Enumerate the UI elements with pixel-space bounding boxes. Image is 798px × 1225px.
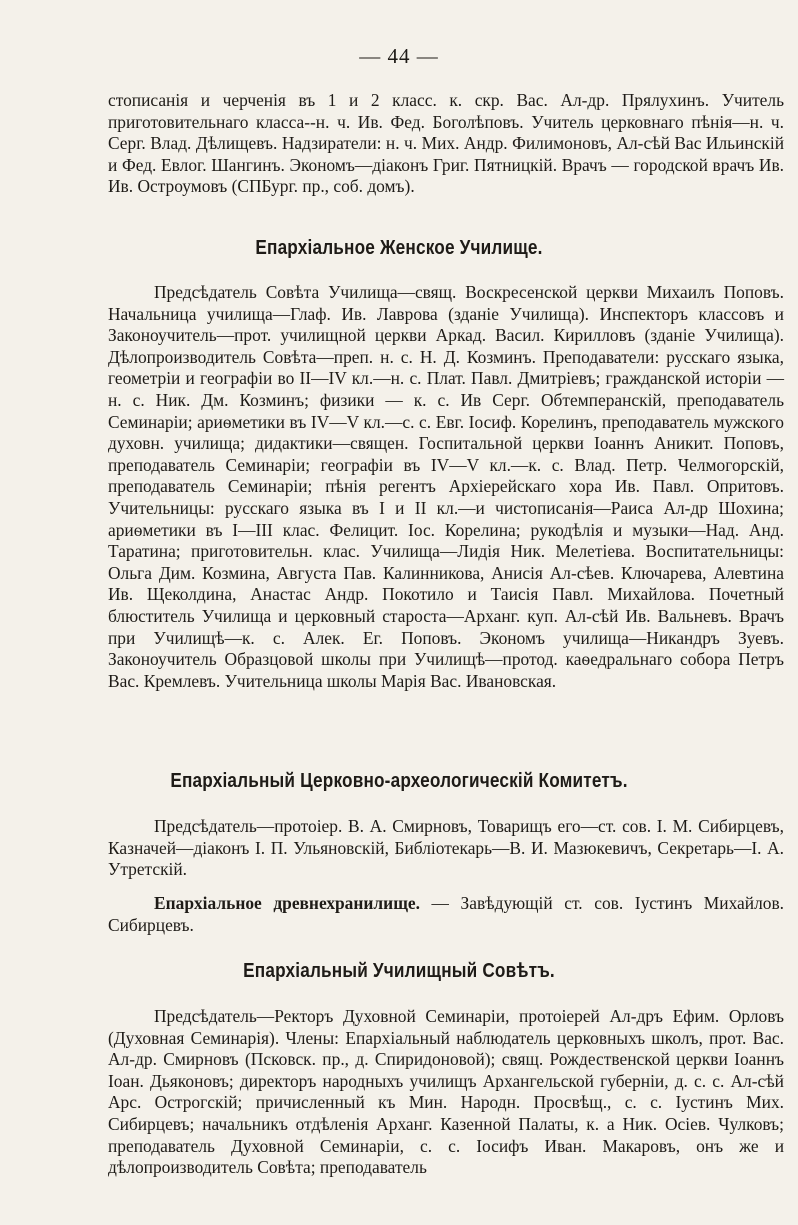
repository-lead: Епархіальное древнехранилище. bbox=[154, 893, 420, 913]
repository-paragraph bbox=[108, 893, 784, 936]
school-council-heading: Епархіальный Училищный Совѣтъ. bbox=[243, 960, 555, 982]
intro-paragraph: стописанія и черченія въ 1 и 2 класс. к. скр. Вас. Ал-др. Прялухинъ. Учитель приготовительнаго класса--н. ч. Ив. Фед. Боголѣповъ. Учитель церковнаго пѣнія—н. ч. Серг. Влад. Дѣлищевъ. Надзиратели: н. ч. Мих. Андр. Филимоновъ, Ал-сѣй Вас Ильинскій и Фед. Евлог. Шангинъ. Экономъ—діаконъ Григ. Пятницкій. Врачъ — городской врачъ Ив. Ив. Остроумовъ (СПБург. пр., соб. домъ). bbox=[108, 90, 784, 197]
repository-text: — Завѣдующій ст. сов. Іустинъ Михайлов. Сибирцевъ. bbox=[108, 893, 785, 935]
archaeology-committee-paragraph: Предсѣдатель—протоіер. В. А. Смирновъ, Товарищъ его—ст. сов. І. М. Сибирцевъ, Казначей—діаконъ І. П. Ульяновскій, Библіотекарь—В. И. Мазюкевичъ, Секретарь—І. А. Утретскій. bbox=[108, 816, 784, 880]
page-number: — 44 — bbox=[359, 44, 439, 68]
school-council-paragraph: Предсѣдатель—Ректоръ Духовной Семинаріи, протоіерей Ал-дръ Ефим. Орловъ (Духовная Семинарія). Члены: Епархіальный наблюдатель церковныхъ школъ, прот. Вас. Ал-др. Смирновъ (Псковск. пр., д. Спиридоновой); свящ. Рождественской церкви Іоаннъ Іоан. Дьяконовъ; директоръ народныхъ училищъ Архангельской губерніи, д. с. с. Ал-сѣй Арс. Острогскій; причисленный къ Мин. Народн. Просвѣщ., с. с. Іустинъ Мих. Сибирцевъ; начальникъ отдѣленія Арханг. Казенной Палаты, к. а Ник. Осіев. Чулковъ; преподаватель Духовной Семинаріи, с. с. Іосифъ Иван. Макаровъ, онъ же и дѣлопроизводитель Совѣта; преподаватель bbox=[108, 1006, 784, 1178]
womens-school-heading: Епархіальное Женское Училище. bbox=[255, 237, 543, 259]
archaeology-committee-heading: Епархіальный Церковно-археологическій Комитетъ. bbox=[170, 770, 628, 792]
womens-school-paragraph: Предсѣдатель Совѣта Училища—свящ. Воскресенской церкви Михаилъ Поповъ. Начальница училища—Глаф. Ив. Лаврова (зданіе Училища). Инспекторъ классовъ и Законоучитель—прот. училищной церкви Аркад. Васил. Кирилловъ (зданіе Училища). Дѣлопроизводитель Совѣта—преп. н. с. Н. Д. Козминъ. Преподаватели: русскаго языка, геометріи и географіи во II—IV кл.—н. с. Плат. Павл. Дмитріевъ; гражданской исторіи — н. с. Ник. Дм. Козминъ; физики — к. с. Ив Серг. Обтемперанскій, преподаватель Семинаріи; ариѳметики въ IV—V кл.—с. с. Евг. Іосиф. Корелинъ, преподаватель мужского духовн. училища; дидактики—священ. Госпитальной церкви Іоаннъ Аникит. Поповъ, преподаватель Семинаріи; географіи въ IV—V кл.—к. с. Влад. Петр. Челмогорскій, преподаватель Семинаріи; пѣнія регентъ Архіерейскаго хора Ив. Павл. Опритовъ. Учительницы: русскаго языка въ I и II кл.—и чистописанія—Раиса Ал-др Шохина; ариѳметики въ I—III клас. Фелицит. Іос. Корелина; рукодѣлія и музыки—Над. Анд. Таратина; приготовительн. клас. Училища—Лидія Ник. Мелетіева. Воспитательницы: Ольга Дим. Козмина, Августа Пав. Калинникова, Анисія Ал-сѣев. Ключарева, Алевтина Ив. Щеколдина, Анастас Андр. Покотило и Таисія Павл. Михайлова. Почетный блюститель Училища и церковный староста—Арханг. куп. Ал-сѣй Ив. Вальневъ. Врачъ при Училищѣ—к. с. Алек. Ег. Поповъ. Экономъ училища—Никандръ Зуевъ. Законоучитель Образцовой школы при Училищѣ—протод. каѳедральнаго собора Петръ Вас. Кремлевъ. Учительница школы Марія Вас. Ивановская. bbox=[108, 282, 784, 691]
